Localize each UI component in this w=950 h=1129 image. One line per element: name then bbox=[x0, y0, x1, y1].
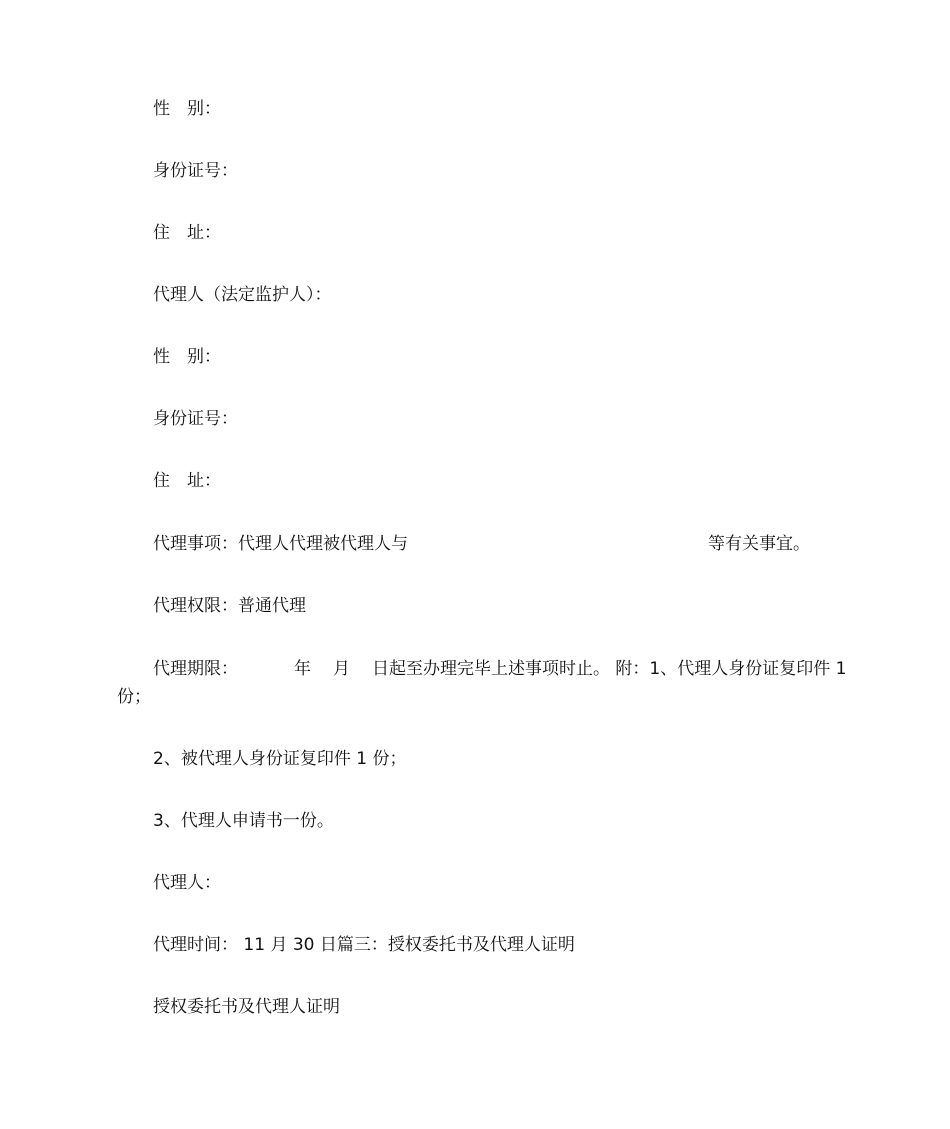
period-year: 年 bbox=[294, 659, 311, 679]
attachment-2-line: 2、被代理人身份证复印件 1 份； bbox=[153, 749, 407, 769]
attachment-3-line: 3、代理人申请书一份。 bbox=[153, 811, 334, 831]
address-line-1: 住 址： bbox=[153, 223, 221, 243]
agency-authority-line: 代理权限：普通代理 bbox=[153, 596, 306, 616]
period-rest: 日起至办理完毕上述事项时止。 附：1、代理人身份证复印件 1 份； bbox=[117, 659, 847, 707]
period-month: 月 bbox=[333, 659, 350, 679]
address-line-2: 住 址： bbox=[153, 471, 221, 491]
agent-time-line: 代理时间： 11 月 30 日篇三：授权委托书及代理人证明 bbox=[153, 935, 575, 955]
id-number-line-2: 身份证号： bbox=[153, 409, 238, 429]
agent-guardian-line: 代理人（法定监护人）： bbox=[153, 285, 332, 305]
agent-signature-line: 代理人： bbox=[153, 873, 221, 893]
section-title: 授权委托书及代理人证明 bbox=[153, 997, 340, 1017]
agency-matter-suffix: 等有关事宜。 bbox=[708, 534, 810, 554]
agency-matter-line: 代理事项：代理人代理被代理人与 bbox=[153, 534, 408, 554]
gender-line-2: 性 别： bbox=[153, 347, 221, 367]
id-number-line-1: 身份证号： bbox=[153, 161, 238, 181]
agency-period-paragraph bbox=[117, 655, 847, 711]
period-label: 代理期限： bbox=[153, 659, 238, 679]
gender-line-1: 性 别： bbox=[153, 99, 221, 119]
